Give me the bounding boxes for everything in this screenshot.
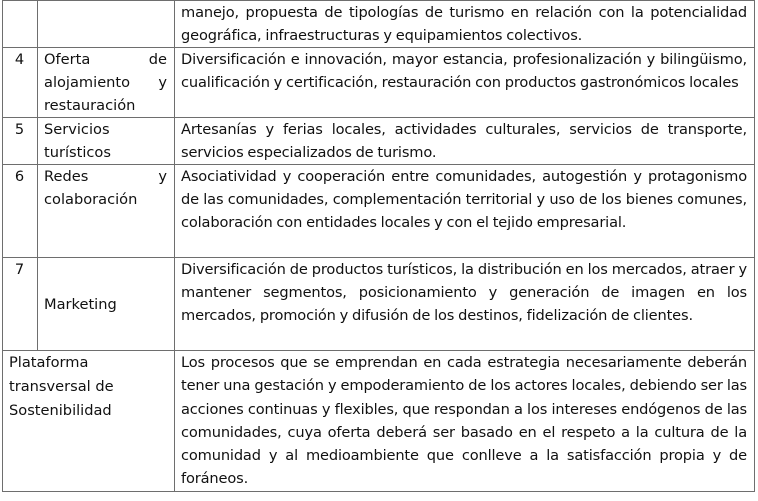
- strategy-description: manejo, propuesta de tipologías de turismo en relación con la potencialidad geográfica, infraestructuras y equipamientos colectivos.: [175, 1, 755, 48]
- strategy-name: Servicios turísticos: [38, 118, 175, 165]
- row-number: 7: [3, 258, 38, 351]
- row-number: 5: [3, 118, 38, 165]
- strategy-table: [2, 0, 755, 492]
- platform-name: Plataforma transversal de Sostenibilidad: [3, 351, 175, 492]
- row-number: 6: [3, 165, 38, 258]
- strategy-name-cell: [38, 1, 175, 48]
- table-row-platform: [3, 351, 755, 492]
- row-number-cell: [3, 1, 38, 48]
- table-row-continuation: [3, 1, 755, 48]
- table-row: [3, 118, 755, 165]
- strategy-description: Artesanías y ferias locales, actividades culturales, servicios de transporte, servicios especializados de turismo.: [175, 118, 755, 165]
- row-number: 4: [3, 48, 38, 118]
- platform-description: Los procesos que se emprendan en cada estrategia necesariamente deberán tener una gestación y empoderamiento de los actores locales, debiendo ser las acciones continuas y flexibles, que respondan a los intereses endógenos de las comunidades, cuya oferta deberá ser basado en el respeto a la cultura de la comunidad y al medioambiente que conlleve a la satisfacción propia y de foráneos.: [175, 351, 755, 492]
- table-row: [3, 258, 755, 351]
- strategy-name: Redes y colaboración: [38, 165, 175, 258]
- strategy-description: Diversificación de productos turísticos, la distribución en los mercados, atraer y mantener segmentos, posicionamiento y generación de imagen en los mercados, promoción y difusión de los destinos, fidelización de clientes.: [175, 258, 755, 351]
- strategy-name: Marketing: [38, 258, 175, 351]
- table-row: [3, 165, 755, 258]
- strategy-description: Asociatividad y cooperación entre comunidades, autogestión y protagonismo de las comunidades, complementación territorial y uso de los bienes comunes, colaboración con entidades locales y con el tejido empresarial.: [175, 165, 755, 258]
- table-row: [3, 48, 755, 118]
- strategy-name: Oferta de alojamiento y restauración: [38, 48, 175, 118]
- strategy-description: Diversificación e innovación, mayor estancia, profesionalización y bilingüismo, cualificación y certificación, restauración con productos gastronómicos locales: [175, 48, 755, 118]
